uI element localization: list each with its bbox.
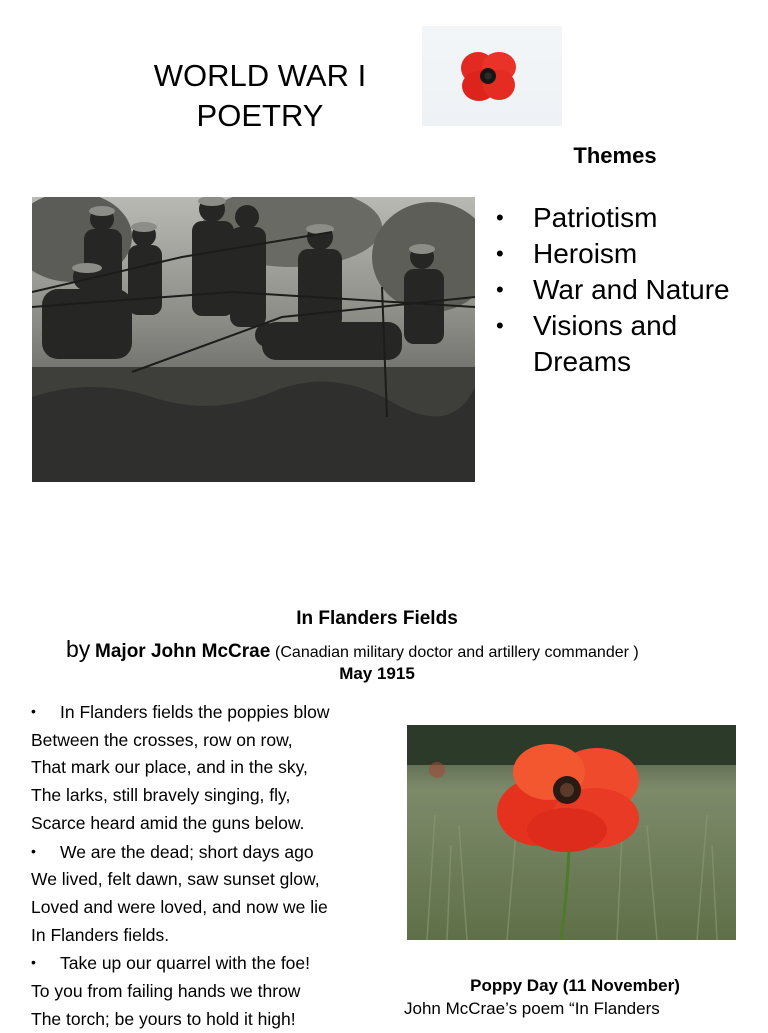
poem-byline (66, 634, 746, 668)
themes-list (492, 200, 762, 380)
bullet-icon: • (31, 842, 36, 859)
bullet-icon: • (31, 954, 36, 971)
poem-line: Between the crosses, row on row, (31, 729, 293, 750)
poem-line: • In Flanders fields the poppies blow (31, 698, 391, 727)
poem-line: • We are the dead; short days ago (31, 838, 391, 867)
theme-item: • War and Nature (492, 272, 762, 308)
poppy-field-illustration (407, 725, 736, 940)
poem-line: In Flanders fields. (31, 924, 170, 945)
themes-heading: Themes (573, 143, 657, 168)
page-title (120, 56, 400, 136)
bullet-icon: • (31, 703, 36, 719)
poem-line: The torch; be yours to hold it high! (31, 1008, 296, 1029)
poem-line: Scarce heard amid the guns below. (31, 812, 305, 833)
soldiers-trench-photo (32, 197, 475, 482)
poem-line: To you from failing hands we throw (31, 981, 301, 1002)
byline-prefix: by (66, 636, 91, 662)
title-line-2: POETRY (196, 98, 324, 133)
title-line-1: WORLD WAR I (153, 58, 367, 93)
poem-line: • Take up our quarrel with the foe! (31, 949, 391, 978)
poppy-image (422, 26, 562, 126)
poppy-day-title: Poppy Day (11 November) (470, 976, 680, 995)
poem-line: Loved and were loved, and now we lie (31, 896, 328, 917)
poem-date: May 1915 (339, 664, 415, 683)
theme-item: • Patriotism (492, 200, 762, 236)
poem-line: That mark our place, and in the sky, (31, 757, 308, 778)
poem-author: Major John McCrae (95, 641, 271, 662)
poppy-flower-icon (422, 26, 562, 126)
poppy-field-photo (407, 725, 736, 940)
poem-body (31, 698, 391, 1033)
theme-item: • Heroism (492, 236, 762, 272)
theme-item: • Visions and Dreams (492, 308, 762, 380)
poem-line: The larks, still bravely singing, fly, (31, 785, 291, 806)
poem-line: We lived, felt dawn, saw sunset glow, (31, 869, 320, 890)
poppy-day-text: John McCrae’s poem “In Flanders (404, 999, 660, 1018)
poem-title: In Flanders Fields (296, 608, 458, 629)
soldiers-illustration (32, 197, 475, 482)
author-description: (Canadian military doctor and artillery commander ) (275, 644, 639, 661)
